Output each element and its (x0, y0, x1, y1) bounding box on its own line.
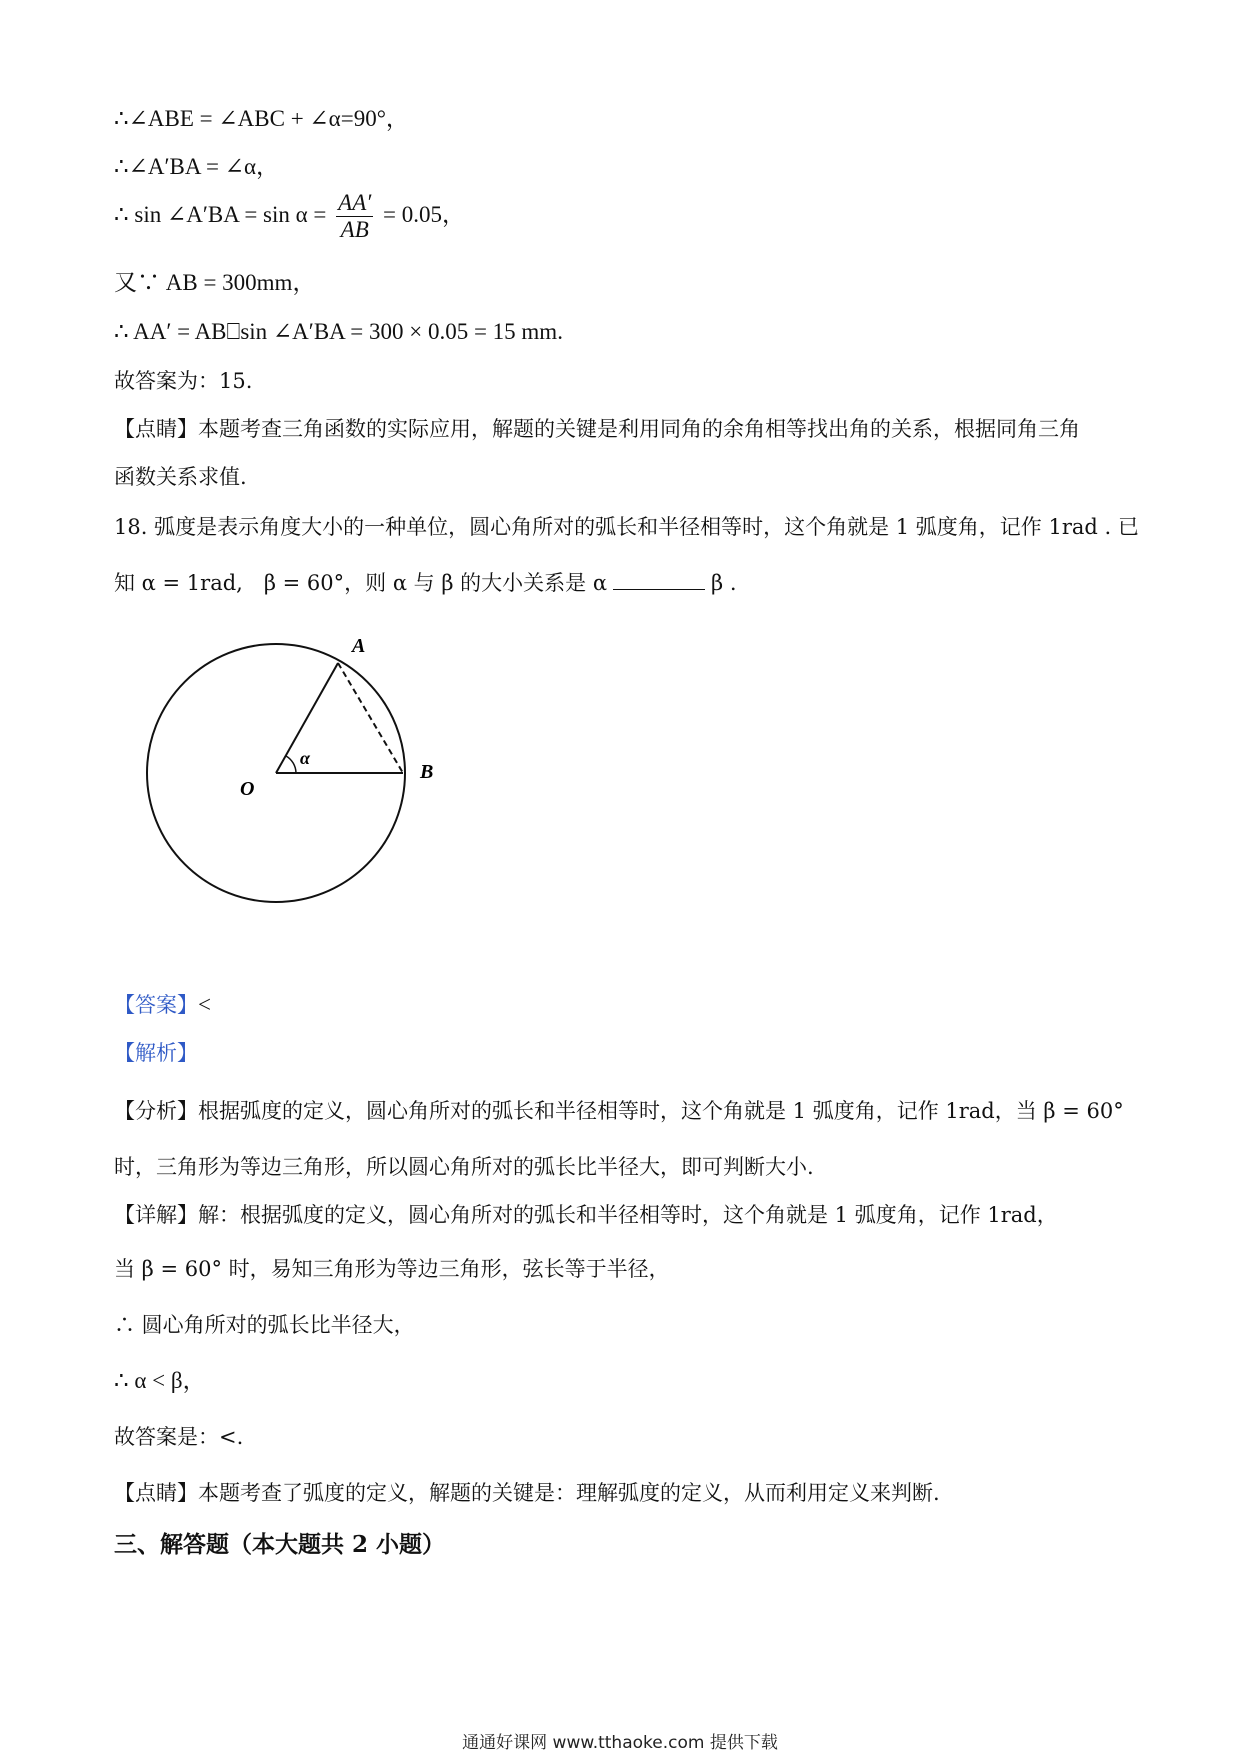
xiangjie-line4: ∴ α < β， (114, 1368, 206, 1393)
dianjing-17-line1: 【点睛】本题考查三角函数的实际应用，解题的关键是利用同角的余角相等找出角的关系，根据同角三角 (114, 417, 1080, 441)
circle-diagram (130, 630, 460, 920)
fenxi-line1: 【分析】根据弧度的定义，圆心角所对的弧长和半径相等时，这个角就是 1 弧度角，记作 1rad，当 β = 60° (114, 1099, 1124, 1123)
solution-line-angle-sum: ∴∠ABE = ∠ABC + ∠α=90°， (114, 106, 409, 131)
answer-18: 【答案】< (114, 992, 211, 1017)
answer-blank (613, 569, 705, 590)
question-18-line2: 知 α = 1rad, β = 60°，则 α 与 β 的大小关系是 α β . (114, 571, 737, 595)
xiangjie-line2: 当 β = 60° 时，易知三角形为等边三角形，弦长等于半径， (114, 1257, 670, 1281)
answer-line-17: 故答案为：15. (114, 369, 253, 393)
fenxi-line2: 时，三角形为等边三角形，所以圆心角所对的弧长比半径大，即可判断大小. (114, 1155, 814, 1179)
solution-line-angle-equal: ∴∠A′BA = ∠α， (114, 154, 280, 179)
solution-line-result: ∴ AA′ = AB⎕sin ∠A′BA = 300 × 0.05 = 15 mm. (114, 319, 563, 344)
xiangjie-line5: 故答案是：<. (114, 1425, 244, 1449)
dianjing-18: 【点睛】本题考查了弧度的定义，解题的关键是：理解弧度的定义，从而利用定义来判断. (114, 1481, 940, 1505)
analysis-label: 【解析】 (114, 1041, 198, 1065)
solution-line-ab-length: 又∵ AB = 300mm， (114, 270, 316, 295)
label-A: A (352, 635, 366, 657)
page-footer: 通通好课网 www.tthaoke.com 提供下载 (462, 1733, 778, 1753)
xiangjie-line3: ∴ 圆心角所对的弧长比半径大， (114, 1313, 415, 1337)
dianjing-17-line2: 函数关系求值. (114, 465, 247, 489)
xiangjie-line1: 【详解】解：根据弧度的定义，圆心角所对的弧长和半径相等时，这个角就是 1 弧度角，记作 1rad， (114, 1203, 1058, 1227)
angle-arc (286, 756, 296, 773)
label-alpha: α (300, 748, 310, 768)
fraction: $\frac{AA'}{AB}$ (338, 190, 372, 242)
question-18-line1: 18. 弧度是表示角度大小的一种单位，圆心角所对的弧长和半径相等时，这个角就是 1 弧度角，记作 1rad . 已 (114, 515, 1139, 539)
label-B: B (420, 761, 434, 783)
label-O: O (240, 778, 255, 800)
solution-line-sine: ∴ sin ∠A′BA = sin α = $\frac{AA'}{AB}$ = 0.05， (114, 190, 466, 242)
section-3-heading: 三、解答题（本大题共 2 小题） (114, 1531, 446, 1558)
